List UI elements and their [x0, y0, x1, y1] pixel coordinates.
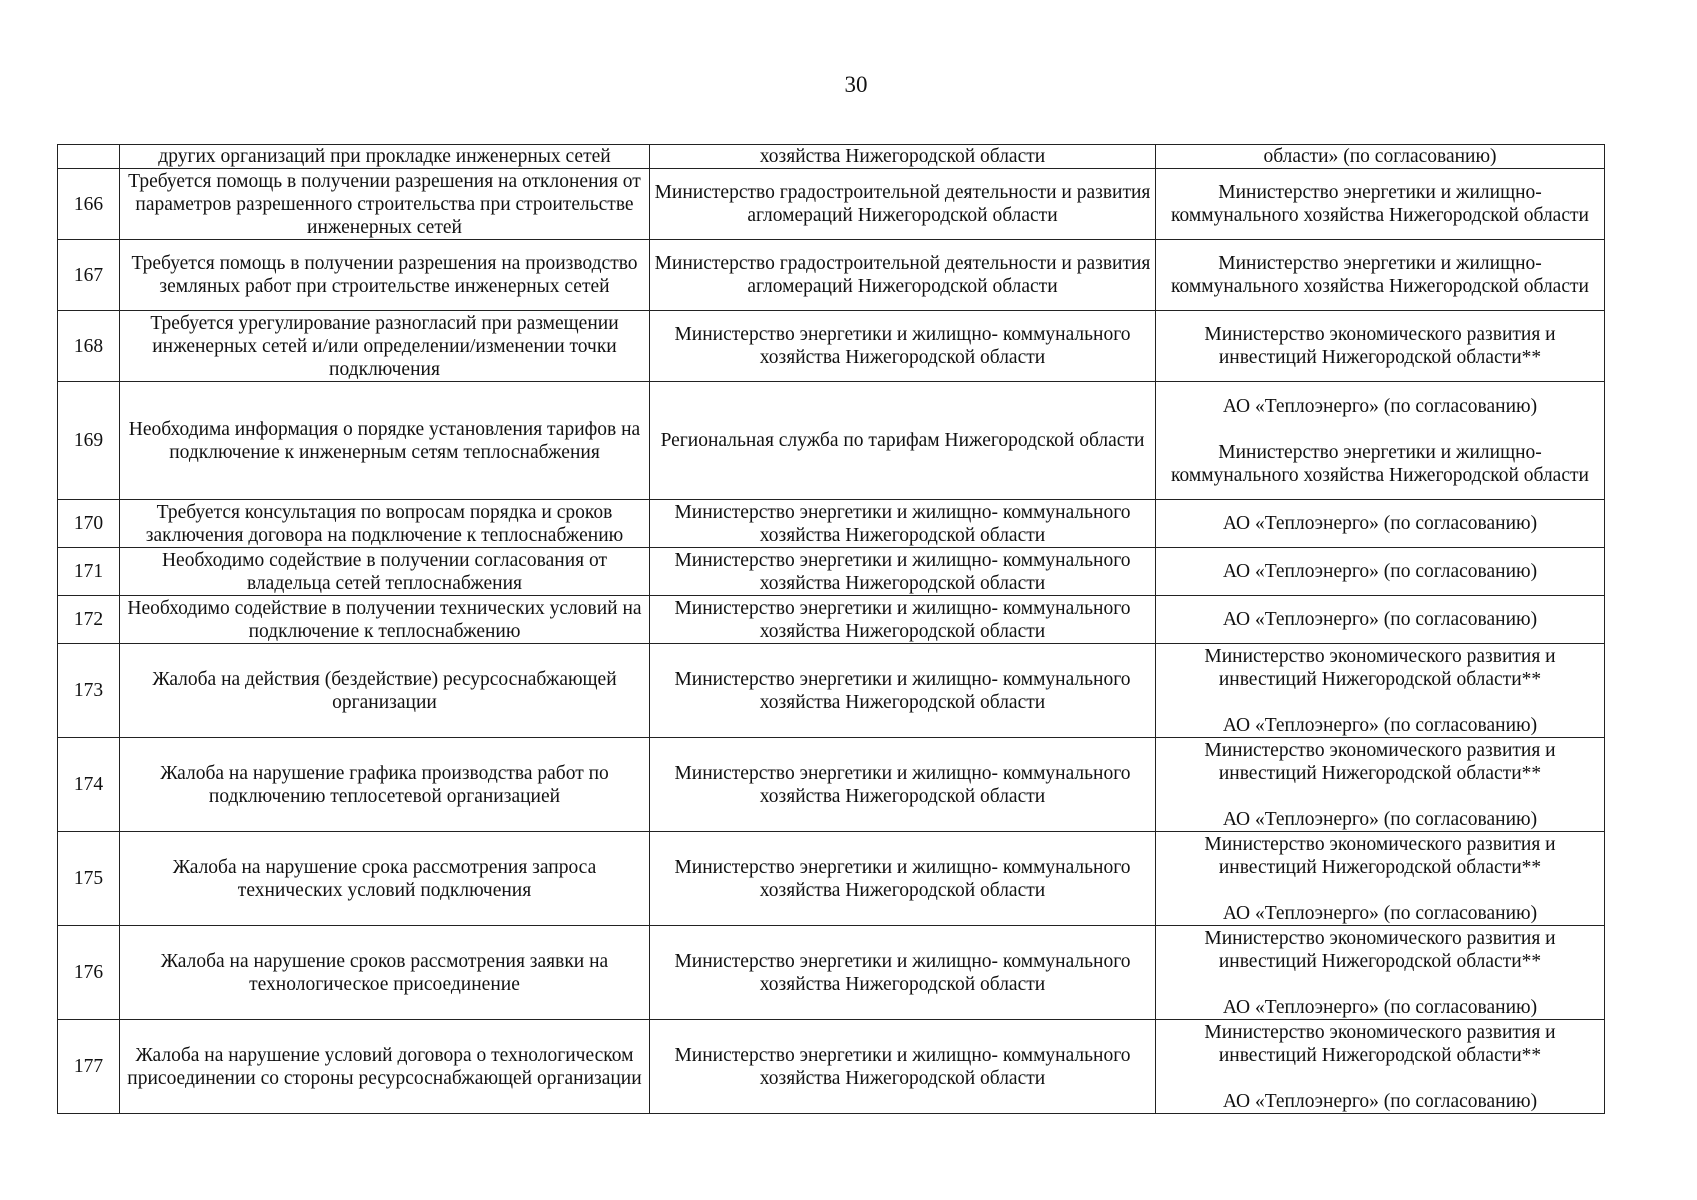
- responsible-cell: Министерство энергетики и жилищно- коммунального хозяйства Нижегородской области: [650, 500, 1156, 548]
- responsible-cell: хозяйства Нижегородской области: [650, 145, 1156, 169]
- request-cell: Необходимо содействие в получении технических условий на подключение к теплоснабжению: [120, 596, 650, 644]
- row-number: 168: [58, 311, 120, 382]
- table-row: [58, 1020, 1605, 1114]
- responsible-cell: Министерство энергетики и жилищно- коммунального хозяйства Нижегородской области: [650, 738, 1156, 832]
- co-executors-cell: [1156, 145, 1605, 169]
- table-row: [58, 382, 1605, 500]
- table-row: [58, 311, 1605, 382]
- request-cell: Жалоба на нарушение условий договора о технологическом присоединении со стороны ресурсоснабжающей организации: [120, 1020, 650, 1114]
- co-executor-item: АО «Теплоэнерго» (по согласованию): [1222, 1090, 1538, 1112]
- co-executor-item: АО «Теплоэнерго» (по согласованию): [1222, 902, 1538, 924]
- row-number: 173: [58, 644, 120, 738]
- row-number: 176: [58, 926, 120, 1020]
- responsible-cell: Министерство энергетики и жилищно- коммунального хозяйства Нижегородской области: [650, 1020, 1156, 1114]
- responsibility-table: [57, 144, 1605, 1114]
- paragraph-gap: [1160, 1067, 1600, 1090]
- row-number: 169: [58, 382, 120, 500]
- row-number: 166: [58, 169, 120, 240]
- co-executor-item: АО «Теплоэнерго» (по согласованию): [1222, 996, 1538, 1018]
- page-number: 30: [844, 72, 868, 97]
- request-cell: Необходима информация о порядке установления тарифов на подключение к инженерным сетям теплоснабжения: [120, 382, 650, 500]
- responsible-cell: Министерство энергетики и жилищно- коммунального хозяйства Нижегородской области: [650, 832, 1156, 926]
- request-cell: Необходимо содействие в получении согласования от владельца сетей теплоснабжения: [120, 548, 650, 596]
- co-executors-cell: [1156, 832, 1605, 926]
- responsible-cell: Министерство энергетики и жилищно- коммунального хозяйства Нижегородской области: [650, 644, 1156, 738]
- co-executor-item: АО «Теплоэнерго» (по согласованию): [1222, 609, 1538, 630]
- responsible-cell: Министерство энергетики и жилищно- коммунального хозяйства Нижегородской области: [650, 596, 1156, 644]
- co-executors-cell: [1156, 240, 1605, 311]
- table-row: [58, 832, 1605, 926]
- row-number: 172: [58, 596, 120, 644]
- responsible-cell: Министерство энергетики и жилищно- коммунального хозяйства Нижегородской области: [650, 548, 1156, 596]
- row-number: 171: [58, 548, 120, 596]
- request-cell: других организаций при прокладке инженерных сетей: [120, 145, 650, 169]
- co-executor-item: АО «Теплоэнерго» (по согласованию): [1222, 561, 1538, 582]
- table-row: [58, 738, 1605, 832]
- responsible-cell: Министерство градостроительной деятельности и развития агломераций Нижегородской области: [650, 240, 1156, 311]
- co-executors-cell: [1156, 382, 1605, 500]
- co-executor-item: Министерство энергетики и жилищно-коммунального хозяйства Нижегородской области: [1171, 253, 1589, 297]
- co-executor-item: Министерство экономического развития и инвестиций Нижегородской области**: [1204, 645, 1556, 690]
- request-cell: Требуется помощь в получении разрешения на отклонения от параметров разрешенного строительства при строительстве инженерных сетей: [120, 169, 650, 240]
- table-row-continuation: [58, 145, 1605, 169]
- co-executors-cell: [1156, 644, 1605, 738]
- co-executors-cell: [1156, 926, 1605, 1020]
- paragraph-gap: [1160, 973, 1600, 996]
- request-cell: Жалоба на действия (бездействие) ресурсоснабжающей организации: [120, 644, 650, 738]
- co-executors-cell: [1156, 548, 1605, 596]
- request-cell: Требуется помощь в получении разрешения на производство земляных работ при строительстве инженерных сетей: [120, 240, 650, 311]
- responsible-cell: Министерство энергетики и жилищно- коммунального хозяйства Нижегородской области: [650, 311, 1156, 382]
- responsible-cell: Министерство энергетики и жилищно- коммунального хозяйства Нижегородской области: [650, 926, 1156, 1020]
- co-executor-item: АО «Теплоэнерго» (по согласованию): [1222, 714, 1538, 736]
- co-executors-cell: [1156, 596, 1605, 644]
- table-row: [58, 169, 1605, 240]
- paragraph-gap: [1160, 691, 1600, 714]
- co-executor-item: Министерство экономического развития и инвестиций Нижегородской области**: [1204, 927, 1556, 972]
- row-number: [58, 145, 120, 169]
- paragraph-gap: [1160, 418, 1600, 441]
- co-executors-cell: [1156, 500, 1605, 548]
- table-body: [58, 145, 1605, 1114]
- co-executor-item: Министерство экономического развития и инвестиций Нижегородской области**: [1204, 324, 1556, 368]
- co-executors-cell: [1156, 169, 1605, 240]
- request-cell: Жалоба на нарушение срока рассмотрения запроса технических условий подключения: [120, 832, 650, 926]
- table-row: [58, 548, 1605, 596]
- co-executor-item: Министерство экономического развития и инвестиций Нижегородской области**: [1204, 739, 1556, 784]
- paragraph-gap: [1160, 879, 1600, 902]
- co-executors-cell: [1156, 311, 1605, 382]
- co-executor-item: Министерство энергетики и жилищно-коммунального хозяйства Нижегородской области: [1171, 182, 1589, 226]
- row-number: 177: [58, 1020, 120, 1114]
- request-cell: Жалоба на нарушение графика производства работ по подключению теплосетевой организацией: [120, 738, 650, 832]
- table-row: [58, 926, 1605, 1020]
- co-executors-cell: [1156, 738, 1605, 832]
- co-executor-item: Министерство энергетики и жилищно-коммунального хозяйства Нижегородской области: [1171, 441, 1589, 486]
- table-row: [58, 240, 1605, 311]
- table-row: [58, 644, 1605, 738]
- request-cell: Требуется урегулирование разногласий при размещении инженерных сетей и/или определении/изменении точки подключения: [120, 311, 650, 382]
- co-executor-item: Министерство экономического развития и инвестиций Нижегородской области**: [1204, 1021, 1556, 1066]
- row-number: 170: [58, 500, 120, 548]
- table-row: [58, 596, 1605, 644]
- co-executor-item: АО «Теплоэнерго» (по согласованию): [1222, 808, 1538, 830]
- paragraph-gap: [1160, 785, 1600, 808]
- co-executors-cell: [1156, 1020, 1605, 1114]
- co-executor-item: Министерство экономического развития и инвестиций Нижегородской области**: [1204, 833, 1556, 878]
- request-cell: Жалоба на нарушение сроков рассмотрения заявки на технологическое присоединение: [120, 926, 650, 1020]
- co-executor-item: области» (по согласованию): [1263, 146, 1497, 167]
- co-executor-item: АО «Теплоэнерго» (по согласованию): [1222, 513, 1538, 534]
- responsible-cell: Министерство градостроительной деятельности и развития агломераций Нижегородской области: [650, 169, 1156, 240]
- co-executor-item: АО «Теплоэнерго» (по согласованию): [1222, 395, 1538, 417]
- responsible-cell: Региональная служба по тарифам Нижегородской области: [650, 382, 1156, 500]
- row-number: 174: [58, 738, 120, 832]
- row-number: 175: [58, 832, 120, 926]
- table-row: [58, 500, 1605, 548]
- request-cell: Требуется консультация по вопросам порядка и сроков заключения договора на подключение к теплоснабжению: [120, 500, 650, 548]
- row-number: 167: [58, 240, 120, 311]
